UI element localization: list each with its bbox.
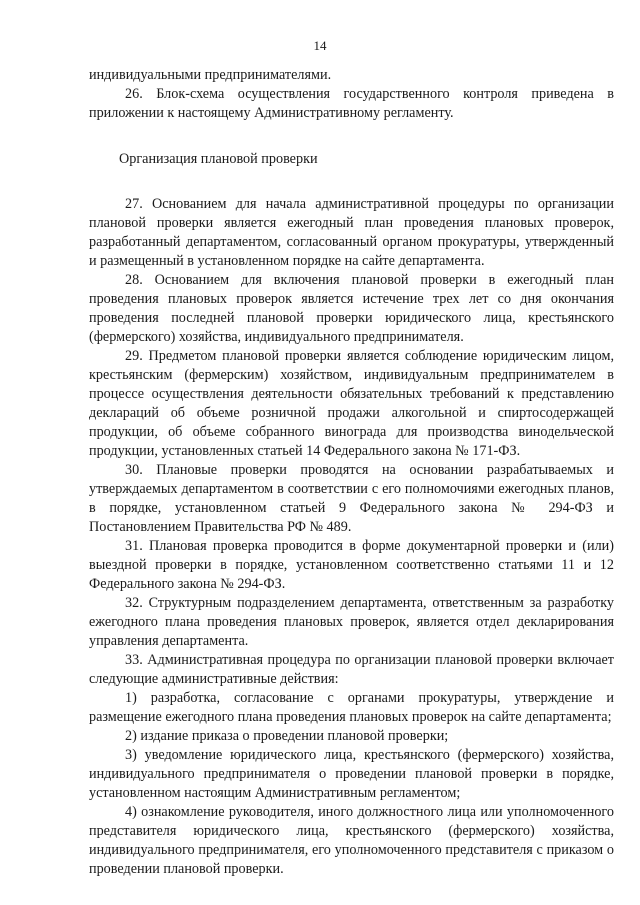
paragraph-33: 33. Административная процедура по организации плановой проверки включает следующие административные действия:: [89, 652, 614, 687]
list-item-2: 2) издание приказа о проведении плановой проверки;: [125, 728, 449, 744]
paragraph-29: 29. Предметом плановой проверки является соблюдение юридическим лицом, крестьянским (фермерским) хозяйством, индивидуальным предпринимателем в процессе осуществления деятельности обязательных требований к представлению деклараций об объеме розничной продажи алкогольной и спиртосодержащей продукции, об объеме собранного винограда для производства винодельческой продукции, установленных статьей 14 Федерального закона № 171-ФЗ.: [89, 348, 614, 459]
paragraph-31: 31. Плановая проверка проводится в форме документарной проверки и (или) выездной проверки в порядке, установленном соответственно статьями 11 и 12 Федерального закона № 294-ФЗ.: [89, 538, 614, 592]
document-body: [89, 66, 614, 879]
paragraph-32: 32. Структурным подразделением департамента, ответственным за разработку ежегодного плана проведения плановых проверок, является отдел декларирования управления департамента.: [89, 595, 614, 649]
paragraph-30: 30. Плановые проверки проводятся на основании разрабатываемых и утверждаемых департаментом в соответствии с его полномочиями ежегодных планов, в порядке, установленном статьей 9 Федерального закона № 294-ФЗ и Постановлением Правительства РФ № 489.: [89, 462, 614, 535]
page-number: 14: [313, 38, 327, 53]
section-title: Организация плановой проверки: [119, 151, 318, 167]
paragraph-27: 27. Основанием для начала административной процедуры по организации плановой проверки является ежегодный план проведения плановых проверок, разработанный департаментом, согласованный органом прокуратуры, утвержденный и размещенный в установленном порядке на сайте департамента.: [89, 196, 614, 269]
list-item-3: 3) уведомление юридического лица, крестьянского (фермерского) хозяйства, индивидуального предпринимателя о проведении плановой проверки в порядке, установленном настоящим Административным регламентом;: [89, 747, 614, 801]
list-item-4: 4) ознакомление руководителя, иного должностного лица или уполномоченного представителя юридического лица, крестьянского (фермерского) хозяйства, индивидуального предпринимателя, его уполномоченного представителя с приказом о проведении плановой проверки.: [89, 804, 614, 877]
list-item-1: 1) разработка, согласование с органами прокуратуры, утверждение и размещение ежегодного плана проведения плановых проверок на сайте департамента;: [89, 690, 614, 725]
paragraph-28: 28. Основанием для включения плановой проверки в ежегодный план проведения плановых проверок является истечение трех лет со дня окончания проведения последней плановой проверки юридического лица, крестьянского (фермерского) хозяйства, индивидуального предпринимателя.: [89, 272, 614, 345]
intro-line: индивидуальными предпринимателями.: [89, 67, 332, 83]
paragraph-26: 26. Блок-схема осуществления государственного контроля приведена в приложении к настоящему Административному регламенту.: [89, 86, 614, 121]
